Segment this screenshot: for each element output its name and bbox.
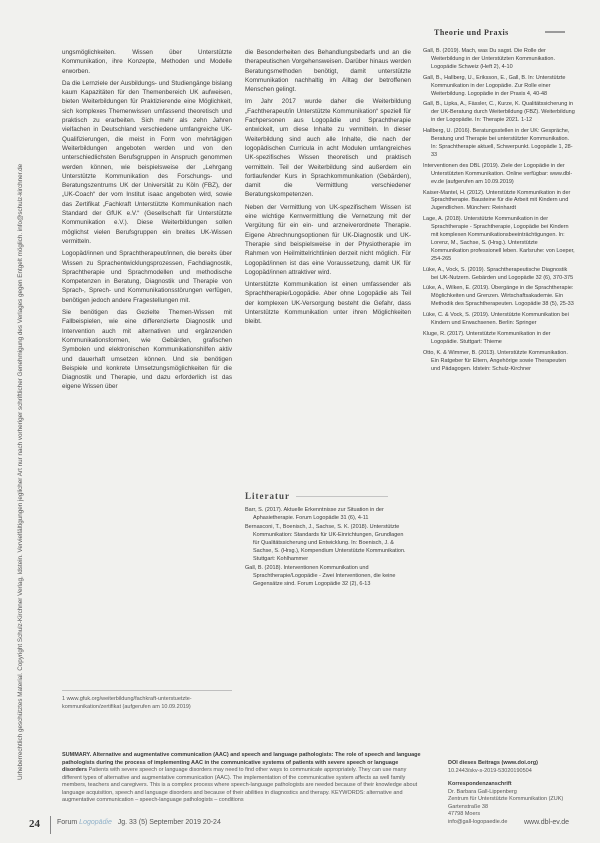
doi-label: DOI dieses Beitrags (www.doi.org) [448,760,538,766]
paragraph: ungsmöglichkeiten. Wissen über Unterstützte Kommunikation, ihre Konzepte, Methoden und Modelle erworben. [62,49,232,75]
page-number: 24 [29,818,40,830]
reference: Kluge, R. (2017). Unterstützte Kommunikation in der Logopädie. Stuttgart: Thieme [423,331,551,345]
reference: Bernasconi, T., Boenisch, J., Sachse, S. K. (2018). Unterstützte Kommunikation: Standards für UK-Einrichtungen, Grundlagen für Qualitätssicherung und Entwicklung. In: Boenisch, J. & Sachse, S. (Hrsg.), Kompendium Unterstützte Kommunikation. Stuttgart: Kohlhammer [245,524,406,562]
contact-line: Dr. Barbara Gall-Lippenberg [448,788,517,795]
reference: Gall, B., Lipka, A., Fässler, C., Kurze, K. Qualitätssicherung in der UK-Beratung durch Weiterbildung (FBZ). Weiterbildung in der Logopädie. In: Therapie 2021. 1-12 [423,101,575,124]
paragraph: Da die Lernziele der Ausbildungs- und Studiengänge bislang kaum Kapazitäten für den Themenbereich UK aufweisen, bieten Weiterbildungen für Praktizierende eine Möglichkeit, sich komplexes Themenwissen umfassend theoretisch und praktisch zu erarbeiten. Sich mehr als zehn Jahren vielfachen in Deutschland verschiedene umfangreiche UK-Qualifizierungen, die meist in Form von mehrtägigen Weiterbildungen angeboten werden und von den unterschiedlichsten Berufsgruppen in Anspruch genommen werden können, wie beispielsweise der „Lehrgang Unterstützte Kommunikation des Forschungs- und Beratungszentrums UK der Universität zu Köln (FBZ), der „UK-Coach“ der vom Institut isaac angeboten wird, sowie das Zertifikat „Fachkraft Unterstützte Kommunikation nach Standard der GfUK e.V.“ (Gesellschaft für Unterstützte Kommunikation e.V.). Diese Weiterbildungen sollen möglichst vielen Berufsgruppen ein breites UK-Wissen vermitteln. [62,79,232,245]
reference: Lüke, A., Vock, S. (2019). Sprachtherapeutische Diagnostik bei UK-Nutzern. Gebärden und Logopädie 32 (6), 370-375 [423,266,574,281]
literature-heading [245,493,411,501]
reference: Hallberg, U. (2016). Beratungsstellen in der UK: Gespräche, Beratung und Therapie bei unterstützter Kommunikation. In: Sprachtherapie aktuell, Schwerpunkt. Logopädie 1, 28-33 [423,128,573,158]
journal-name: Logopädie [79,819,112,826]
summary-title: Alternative and augmentative communication (AAC) and speech and language pathologists: The role of speech and language pathologists during the process of implementing AAC in the communicative systems of patients with severe speech or language disorders [62,752,421,773]
rubric-divider [545,31,565,33]
footnote: 1 www.gfuk.org/weiterbildung/fachkraft-unterstuetzte-kommunikation/zertifikat (aufgerufen am 10.09.2019) [62,690,232,712]
paragraph: Unterstützte Kommunikation ist einen umfassender als Sprachtherapie/Logopädie. Aber ohne Logopädie als Teil der komplexen UK-Versorgung besteht die Gefahr, dass Unterstützte Kommunikation unter ihren Möglichkeiten bleibt. [245,281,411,326]
column-right-references [423,48,575,377]
contact-label: Korrespondenzanschrift [448,781,512,787]
footer-journal [57,819,221,826]
copyright-text: Urheberrechtlich geschütztes Material. Copyright Schulz-Kirchner Verlag, Idstein. Vervielfältigungen jeglicher Art nur nach vorheriger schriftlicher Genehmigung des Verlages gegen Entgelt möglich. info@schulz-kirchner.de [17,163,24,780]
contact-line: 47798 Moers [448,811,481,817]
doi-value: 10.2443/skv-s-2019-53020190504 [448,767,532,774]
paragraph: Neben der Vermittlung von UK-spezifischem Wissen ist eine wichtige Kernvermittlung die Vernetzung mit der Vergütung für ein ein- und arzneiverordnete Therapie. Eigene Abrechnungsoptionen für UK-Diagnostik und UK-Therapie sind beispielsweise in der Physiotherapie im Rahmen von Heilmittelrichtlinien derzeit nicht möglich. Für Logopäd/innen ist das eine Voraussetzung, damit UK für Logopäd/innen attraktiver wird. [245,203,411,276]
reference: Gall, B., Hallberg, U., Eriksson, E., Gall, B. In: Unterstützte Kommunikation in der Logopädie. Zur Rolle einer Weiterbildung. Logopädie in der Praxis 4, 40-48 [423,74,566,97]
summary-label: SUMMARY. [62,752,92,758]
literature-heading-text: Literatur [245,491,290,501]
reference: Lüke, A., Wilken, E. (2019). Übergänge in die Sprachtherapie: Möglichkeiten und Grenzen. Wirtschaftsakademie. Ein Methodik des Sprachtherapeuten. Logopädie 38 (5), 25-33 [423,285,574,308]
paragraph: Sie benötigen das Gezielte Themen-Wissen mit Fallbeispielen, wie eine differenzierte Diagnostik und Intervention auch mit alternativen und ergänzenden Kommunikationsformen, wie Gebärden, grafischen Symbolen und elektronischen Kommunikationshilfen aktiv und dauerhaft umsetzen können. Und sie benötigen Beispiele und konkrete Umsetzungsmöglichkeiten für die Diagnostik und Therapie, und dazu erforderlich ist das eigene Wissen über [62,309,232,391]
contact-line: Gartenstraße 38 [448,803,489,810]
reference: Gall, B. (2018). Interventionen Kommunikation und Sprachtherapie/Logopädie - Zwei Interventionen, die keine Gegensätze sind. Forum Logopädie 32 (2), 6-13 [245,565,396,588]
footer-url: www.dbl-ev.de [524,819,570,826]
section-rubric: Theorie und Praxis [434,28,509,37]
contact-line: Zentrum für Unterstützte Kommunikation (ZUK) [448,796,564,802]
summary-block [62,752,422,805]
paragraph: Im Jahr 2017 wurde daher die Weiterbildung „Fachtherapeut/in Unterstützte Kommunikation“ speziell für Fachpersonen aus Logopädie und Sprachtherapie entwickelt, um diese Inhalte zu vermitteln. In dieser Weiterbildung sind auch alle Inhalte, die nach der logopädischen Curricula in acht Modulen umfangreiches UK-spezifisches Wissen theoretisch und praktisch vermitteln. Teil der Weiterbildung sind außerdem ein fortlaufender Kurs in Sprachkommunikation (Gebärden), damit die Vermittlung verschiedener Beratungskompetenzen. [245,98,411,199]
reference: Kaiser-Mantel, H. (2012). Unterstützte Kommunikation in der Sprachtherapie. Bausteine für die Arbeit mit Kindern und Jugendlichen. München: Reinhardt [423,189,571,212]
summary-keywords: KEYWORDS: alternative and augmentative communication – speech-language pathologists – conditions [62,789,403,803]
reference: Gall, B. (2019). Mach, was Du sagst. Die Rolle der Weiterbildung in der Unterstützten Kommunikation. Logopädie Schweiz (Heft 2), 4-10 [423,48,556,70]
column-middle [245,48,411,330]
copyright-side-note [4,40,24,800]
journal-prefix: Forum [57,819,80,826]
journal-issue: Jg. 33 (5) September 2019 20-24 [117,819,221,826]
reference: Interventionen des DBL (2019). Ziele der Logopädie in der Unterstützten Kommunikation. Online verfügbar: www.dbl-ev.de (aufgerufen am 10.09.2019) [423,162,573,185]
paragraph: Logopäd/innen und Sprachtherapeut/innen, die bereits über Wissen zu Sprachentwicklungsprozessen, Fachdiagnostik, Sprachtherapie und Sprachmodellen und methodische Kompetenzen in Beratung, Diagnostik und Therapie von Sprach-, Sprech- und Kommunikationsstörungen verfügen, benötigen jedoch andere Fragestellungen mit. [62,250,232,304]
heading-rule [296,496,388,497]
footer-divider [50,816,51,834]
reference: Lage, A. (2018). Unterstützte Kommunikation in der Sprachtherapie - Sprachtherapie, Logopädie bei Kindern mit komplexen Kommunikationsbeeinträchtigungen. In: Lorenz, M., Sachse, S. (Hrsg.). Unterstützte Kommunikation professionell leben. Karlsruhe: von Loeper, 254-265 [423,216,575,262]
contact-email: info@gall-logopaedie.de [448,818,508,825]
summary-body: Patients with severe speech or language disorders may need to find other ways to communicate appropriately. They can use many different types of alternative and augmentative communication (AAC). The implementation of the communicative system affects as well family members, teachers and caregivers. This is a complex process where speech-language pathologists are needed because of their knowledge about language acquisition, speech and language disorders and because of their abilities in diagnostics and therapy. [62,767,418,796]
reference: Otto, K. & Wimmer, B. (2013). Unterstützte Kommunikation. Ein Ratgeber für Eltern, Angehörige sowie Therapeuten und Pädagogen. Idstein: Schulz-Kirchner [423,349,568,372]
article-info [448,760,576,826]
literature-section [245,490,411,590]
column-left [62,48,232,395]
reference: Lüke, C. & Vock, S. (2019). Unterstützte Kommunikation bei Kindern und Erwachsenen. Berlin: Springer [423,312,569,327]
paragraph: die Besonderheiten des Behandlungsbedarfs und an die therapeutischen Vorgehensweisen. Darüber hinaus werden Beratungsmethoden benötigt, damit unterstützte Kommunikation nachhaltig im Alltag der betroffenen Menschen gelingt. [245,49,411,94]
reference: Barr, S. (2017). Aktuelle Erkenntnisse zur Situation in der Aphasietherapie. Forum Logopädie 31 (6), 4-11 [245,506,384,521]
